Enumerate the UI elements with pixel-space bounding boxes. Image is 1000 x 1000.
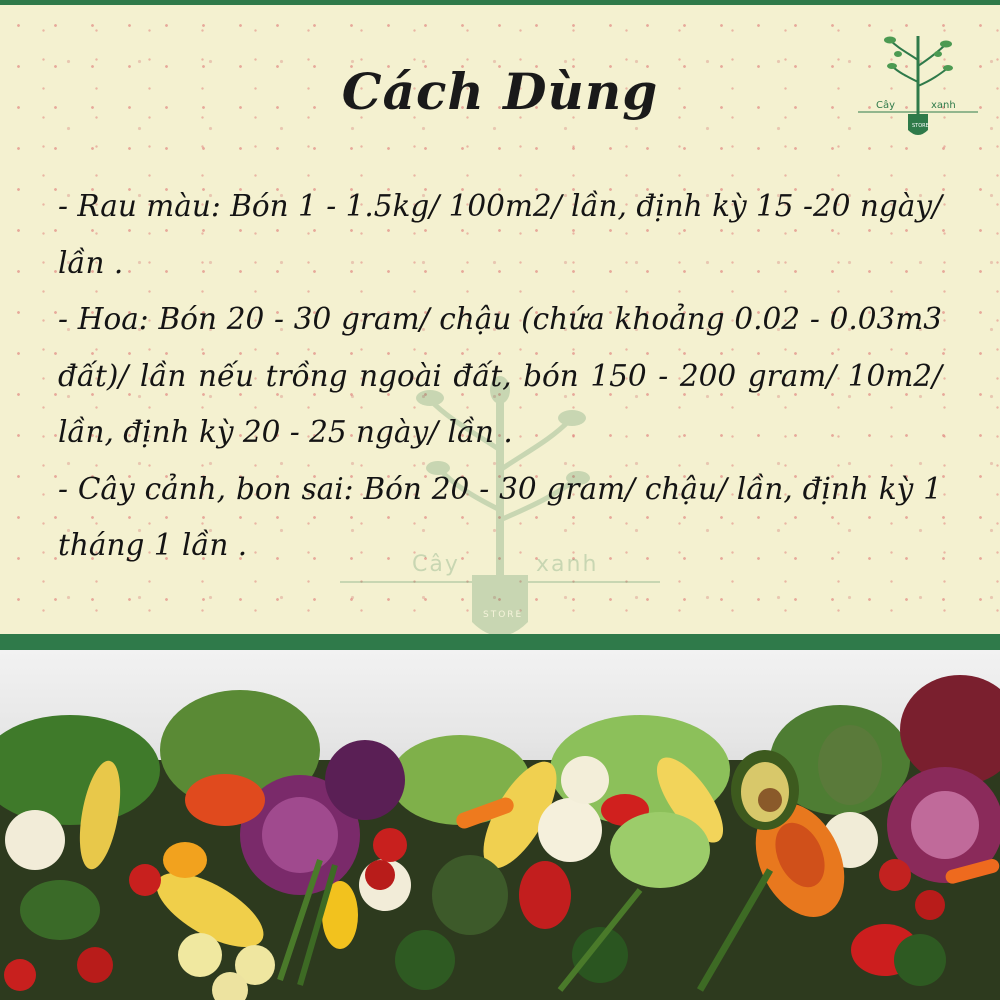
watermark-badge: STORE bbox=[483, 610, 524, 620]
logo-badge: STORE bbox=[912, 123, 929, 129]
logo-right-word: xanh bbox=[931, 100, 956, 111]
green-divider bbox=[0, 634, 1000, 650]
vegetables-illustration bbox=[0, 650, 1000, 1000]
usage-bonsai: - Cây cảnh, bon sai: Bón 20 - 30 gram/ chậu/ lần, định kỳ 1 tháng 1 lần . bbox=[58, 471, 942, 562]
vegetables-photo bbox=[0, 650, 1000, 1000]
page-title: Cách Dùng bbox=[341, 62, 659, 121]
usage-vegetables: - Rau màu: Bón 1 - 1.5kg/ 100m2/ lần, định kỳ 15 -20 ngày/ lần . bbox=[58, 189, 942, 280]
watermark-left-word: Cây bbox=[412, 552, 460, 577]
watermark-right-word: xanh bbox=[536, 552, 599, 577]
usage-instructions bbox=[58, 178, 942, 574]
logo-left-word: Cây bbox=[876, 100, 896, 111]
usage-flowers: - Hoa: Bón 20 - 30 gram/ chậu (chứa khoảng 0.02 - 0.03m3 đất)/ lần nếu trồng ngoài đất, bón 150 - 200 gram/ 10m2/ lần, định kỳ 20 - 25 ngày/ lần . bbox=[58, 302, 942, 449]
